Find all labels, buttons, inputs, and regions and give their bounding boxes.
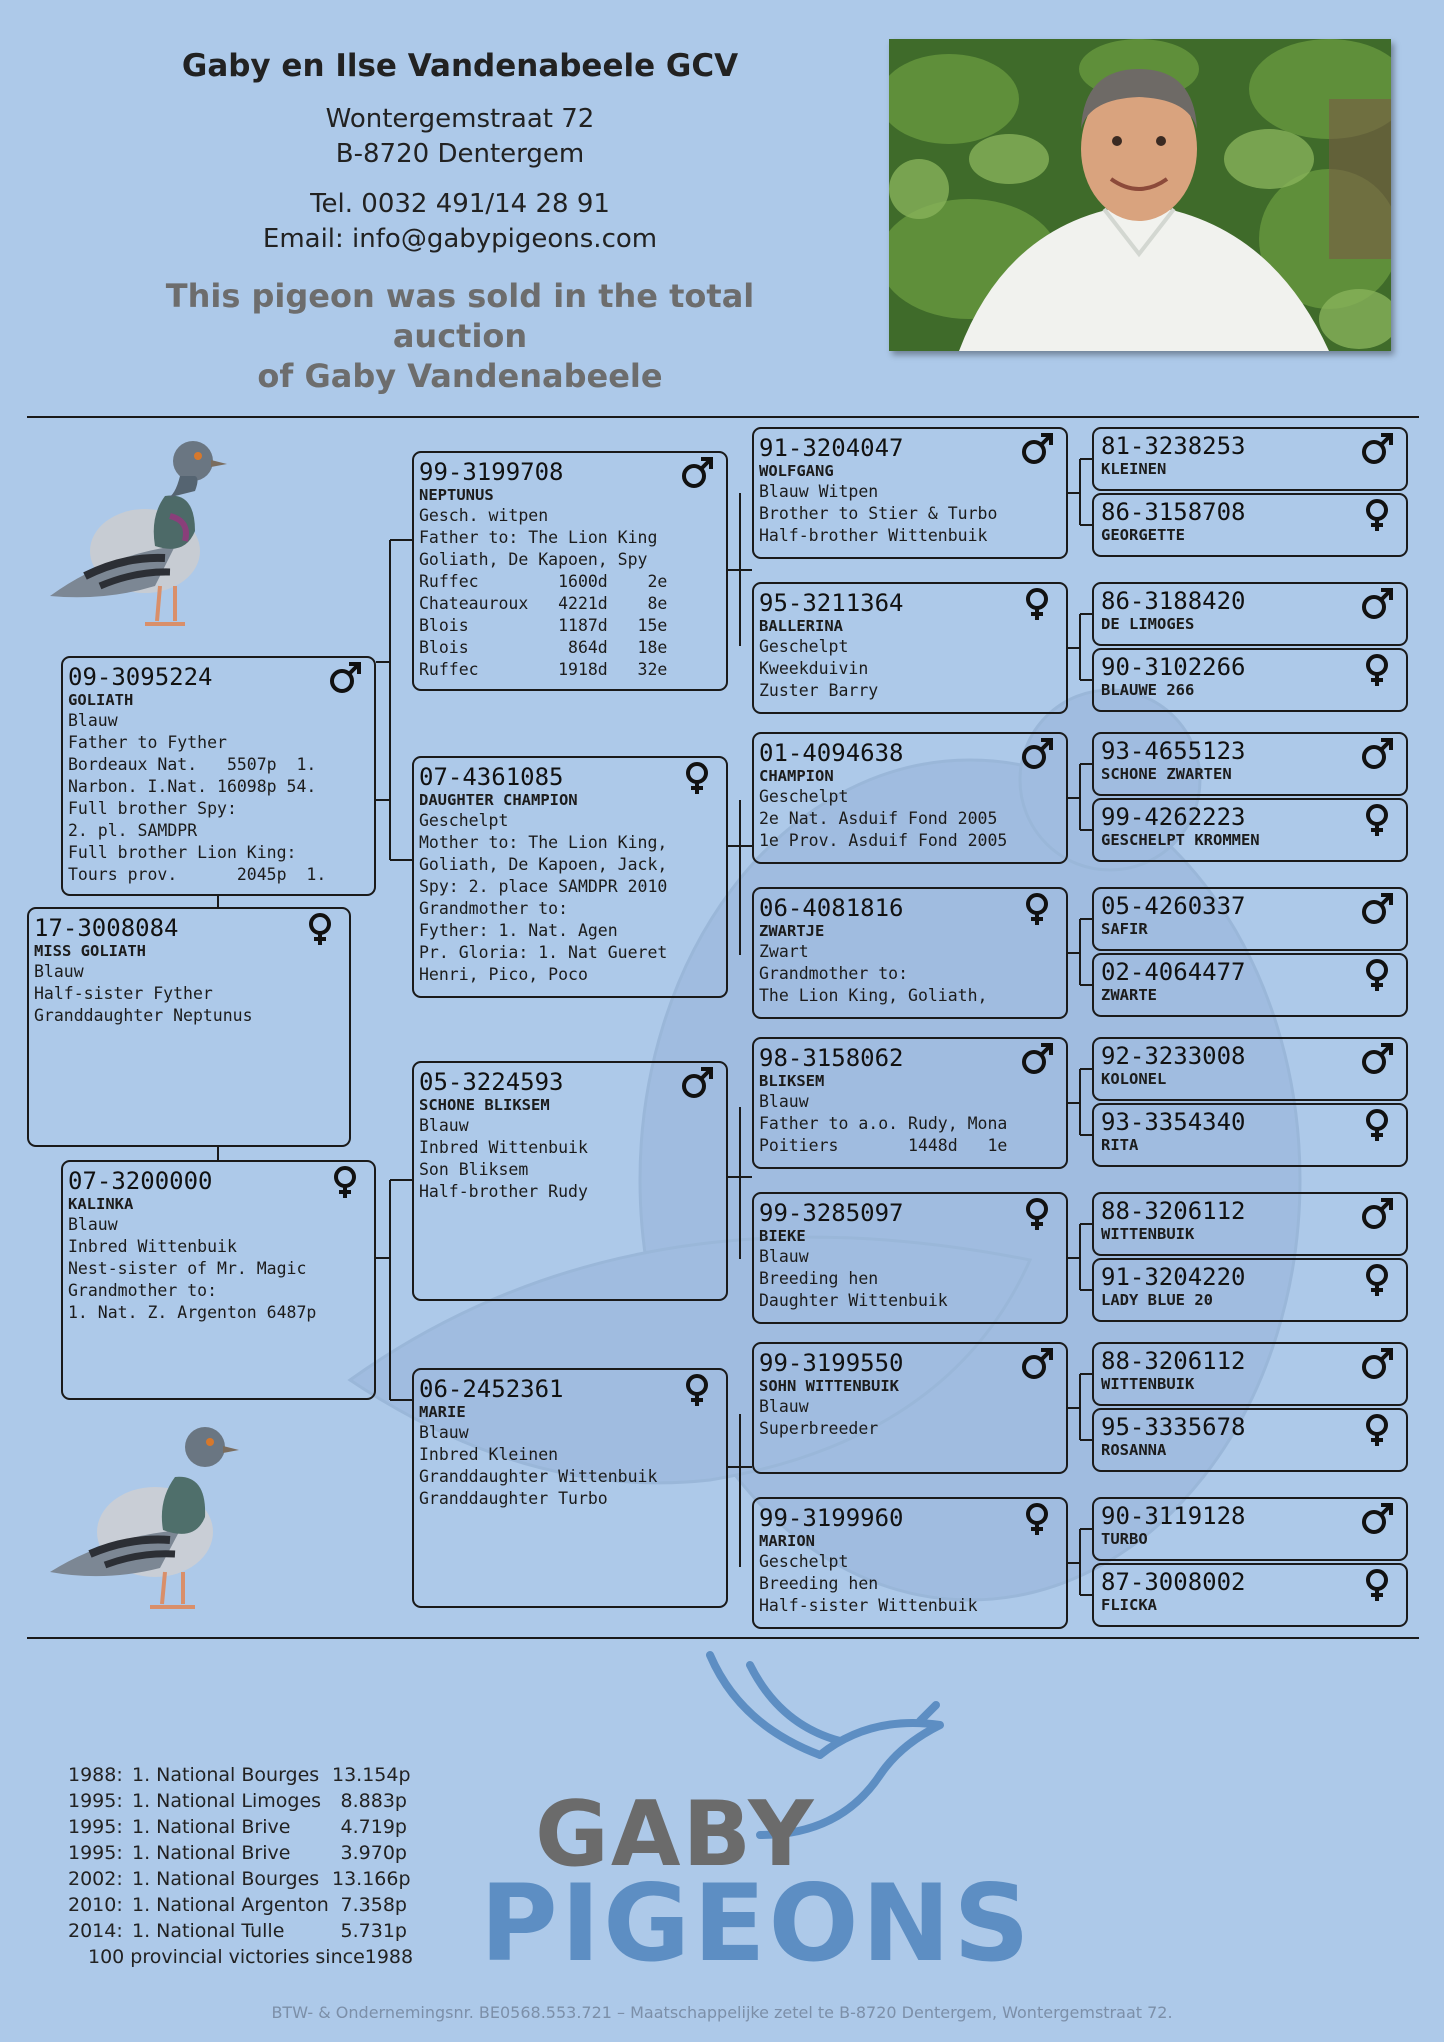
achievement-year: 1995: [68, 1790, 123, 1812]
pedigree-note: Daughter Wittenbuik [759, 1291, 948, 1310]
ring-number: 98-3158062 [759, 1044, 904, 1072]
female-symbol-icon [303, 912, 337, 946]
ring-number: 09-3095224 [68, 663, 213, 691]
pedigree-note: 1e Prov. Asduif Fond 2005 [759, 831, 1008, 850]
male-symbol-icon [680, 456, 714, 490]
achievement-race: 1. National Tulle [132, 1920, 285, 1942]
achievement-year: 2002: [68, 1868, 123, 1890]
pedigree-note: Kweekduivin [759, 659, 869, 678]
ring-number: 07-3200000 [68, 1167, 213, 1195]
achievement-row [68, 1918, 413, 1944]
pigeon-name: MISS GOLIATH [34, 942, 146, 960]
pigeon-name: GEORGETTE [1101, 526, 1185, 544]
ring-number: 81-3238253 [1101, 432, 1246, 460]
pedigree-note: Full brother Spy: [68, 799, 237, 818]
gen4-box-15 [1092, 1497, 1408, 1561]
pedigree-note: Son Bliksem [419, 1160, 529, 1179]
achievement-row [68, 1762, 413, 1788]
pedigree-note: Ruffec 1600d 2e [419, 572, 668, 591]
pigeon-name: DE LIMOGES [1101, 615, 1195, 633]
ring-number: 88-3206112 [1101, 1197, 1246, 1225]
gen3-box-4 [752, 887, 1068, 1019]
logo-pigeons: PIGEONS [480, 1862, 1033, 1985]
male-symbol-icon [1360, 432, 1394, 466]
ring-number: 86-3158708 [1101, 498, 1246, 526]
gen4-box-13 [1092, 1342, 1408, 1406]
ring-number: 93-3354340 [1101, 1108, 1246, 1136]
gen4-box-16 [1092, 1563, 1408, 1627]
address-street: Wontergemstraat 72 [325, 104, 595, 134]
pedigree-note: 2e Nat. Asduif Fond 2005 [759, 809, 998, 828]
female-symbol-icon [1020, 1197, 1054, 1231]
pedigree-note: Mother to: The Lion King, [419, 833, 668, 852]
achievement-race: 1. National Argenton [132, 1894, 329, 1916]
achievement-race: 1. National Brive [132, 1842, 291, 1864]
achievement-points: 3.970p [340, 1842, 407, 1864]
gen3-box-7 [752, 1342, 1068, 1474]
pedigree-note: Blauw [419, 1423, 469, 1442]
pigeon-name: ZWARTJE [759, 922, 825, 940]
achievement-points: 7.358p [340, 1894, 407, 1916]
pedigree-note: Geschelpt [419, 811, 509, 830]
pedigree-note: Father to Fyther [68, 733, 227, 752]
gen3-box-8 [752, 1497, 1068, 1629]
female-symbol-icon [680, 1373, 714, 1407]
pigeon-name: WITTENBUIK [1101, 1225, 1195, 1243]
male-symbol-icon [1360, 587, 1394, 621]
gen4-box-6 [1092, 798, 1408, 862]
gen3-box-3 [752, 732, 1068, 864]
address-city: B-8720 Dentergem [335, 139, 585, 169]
female-symbol-icon [1360, 1108, 1394, 1142]
achievement-points: 5.731p [340, 1920, 407, 1942]
pedigree-note: Brother to Stier & Turbo [759, 504, 998, 523]
pedigree-note: Grandmother to: [68, 1281, 218, 1300]
ring-number: 06-4081816 [759, 894, 904, 922]
achievement-row [68, 1840, 413, 1866]
gen4-box-1 [1092, 427, 1408, 491]
pigeon-name: ZWARTE [1101, 986, 1157, 1004]
achievement-summary: 100 provincial victories since1988 [88, 1946, 414, 1968]
ring-number: 99-3199550 [759, 1349, 904, 1377]
ring-number: 99-4262223 [1101, 803, 1246, 831]
pedigree-note: Blauw [759, 1247, 809, 1266]
achievement-year: 2014: [68, 1920, 123, 1942]
subject-box [27, 907, 351, 1147]
gen4-box-2 [1092, 493, 1408, 557]
pigeon-name: NEPTUNUS [419, 486, 494, 504]
pedigree-note: Tours prov. 2045p 1. [68, 865, 327, 884]
pedigree-note: Ruffec 1918d 32e [419, 660, 668, 679]
pedigree-note: Grandmother to: [759, 964, 909, 983]
pedigree-note: Henri, Pico, Poco [419, 965, 588, 984]
dam-dam-box [412, 1368, 728, 1608]
achievement-row [68, 1814, 413, 1840]
pedigree-note: Grandmother to: [419, 899, 569, 918]
pedigree-note: Poitiers 1448d 1e [759, 1136, 1008, 1155]
ring-number: 99-3199708 [419, 458, 564, 486]
pedigree-note: Father to: The Lion King [419, 528, 658, 547]
gen4-box-5 [1092, 732, 1408, 796]
pedigree-note: Bordeaux Nat. 5507p 1. [68, 755, 317, 774]
pedigree-note: Inbred Kleinen [419, 1445, 559, 1464]
ring-number: 92-3233008 [1101, 1042, 1246, 1070]
pedigree-note: Blauw [34, 962, 84, 981]
female-symbol-icon [1360, 653, 1394, 687]
gen4-box-3 [1092, 582, 1408, 646]
sire-sire-box [412, 451, 728, 691]
gen4-box-8 [1092, 953, 1408, 1017]
pedigree-note: Full brother Lion King: [68, 843, 297, 862]
pigeon-name: GOLIATH [68, 691, 134, 709]
pigeon-name: SOHN WITTENBUIK [759, 1377, 899, 1395]
ring-number: 07-4361085 [419, 763, 564, 791]
sire-box [61, 656, 376, 896]
male-symbol-icon [1020, 737, 1054, 771]
ring-number: 05-4260337 [1101, 892, 1246, 920]
male-symbol-icon [680, 1066, 714, 1100]
logo-gaby: GABY [535, 1782, 816, 1887]
pedigree-note: Granddaughter Turbo [419, 1489, 608, 1508]
pedigree-note: Zuster Barry [759, 681, 879, 700]
male-symbol-icon [1020, 1042, 1054, 1076]
male-symbol-icon [328, 661, 362, 695]
pigeon-name: DAUGHTER CHAMPION [419, 791, 578, 809]
gen4-box-11 [1092, 1192, 1408, 1256]
pedigree-note: Half-brother Rudy [419, 1182, 588, 1201]
pigeon-name: KALINKA [68, 1195, 134, 1213]
email: Email: info@gabypigeons.com [262, 224, 658, 254]
pigeon-illustration-top [45, 436, 235, 636]
pigeon-name: SCHONE BLIKSEM [419, 1096, 550, 1114]
ring-number: 99-3285097 [759, 1199, 904, 1227]
achievement-race: 1. National Limoges [132, 1790, 322, 1812]
pedigree-note: Fyther: 1. Nat. Agen [419, 921, 618, 940]
pigeon-name: TURBO [1101, 1530, 1148, 1548]
ring-number: 95-3211364 [759, 589, 904, 617]
auction-note-line-1: This pigeon was sold in the total auction [165, 277, 755, 355]
achievement-row [68, 1866, 413, 1892]
pigeon-name: GESCHELPT KROMMEN [1101, 831, 1260, 849]
pigeon-name: WITTENBUIK [1101, 1375, 1195, 1393]
achievement-year: 1988: [68, 1764, 123, 1786]
pedigree-note: Blauw [759, 1397, 809, 1416]
pigeon-name: CHAMPION [759, 767, 834, 785]
gen4-box-10 [1092, 1103, 1408, 1167]
pedigree-note: Blauw [68, 1215, 118, 1234]
ring-number: 88-3206112 [1101, 1347, 1246, 1375]
pedigree-note: Chateauroux 4221d 8e [419, 594, 668, 613]
pigeon-name: KLEINEN [1101, 460, 1167, 478]
male-symbol-icon [1020, 1347, 1054, 1381]
ring-number: 06-2452361 [419, 1375, 564, 1403]
ring-number: 01-4094638 [759, 739, 904, 767]
pedigree-note: Blauw Witpen [759, 482, 879, 501]
pedigree-note: 1. Nat. Z. Argenton 6487p [68, 1303, 317, 1322]
ring-number: 02-4064477 [1101, 958, 1246, 986]
ring-number: 05-3224593 [419, 1068, 564, 1096]
pedigree-note: Geschelpt [759, 787, 849, 806]
female-symbol-icon [1360, 1413, 1394, 1447]
pigeon-name: ROSANNA [1101, 1441, 1167, 1459]
sire-dam-box [412, 756, 728, 998]
pedigree-note: Blauw [419, 1116, 469, 1135]
breeder-name: Gaby en Ilse Vandenabeele GCV [181, 48, 739, 84]
gen4-box-12 [1092, 1258, 1408, 1322]
female-symbol-icon [328, 1165, 362, 1199]
pedigree-note: Spy: 2. place SAMDPR 2010 [419, 877, 668, 896]
pigeon-name: BLIKSEM [759, 1072, 825, 1090]
ring-number: 93-4655123 [1101, 737, 1246, 765]
pigeon-name: MARION [759, 1532, 815, 1550]
pedigree-note: Superbreeder [759, 1419, 879, 1438]
telephone: Tel. 0032 491/14 28 91 [310, 189, 610, 219]
achievement-race: 1. National Brive [132, 1816, 291, 1838]
achievements-list [68, 1762, 413, 1970]
pedigree-note: Nest-sister of Mr. Magic [68, 1259, 307, 1278]
achievement-points: 13.154p [332, 1764, 411, 1786]
gen4-box-14 [1092, 1408, 1408, 1472]
pigeon-name: BALLERINA [759, 617, 843, 635]
achievement-year: 2010: [68, 1894, 123, 1916]
achievement-points: 8.883p [340, 1790, 407, 1812]
pedigree-note: Half-sister Wittenbuik [759, 1596, 978, 1615]
achievement-row [68, 1892, 413, 1918]
legal-footer: BTW- & Ondernemingsnr. BE0568.553.721 – Maatschappelijke zetel te B-8720 Dentergem, Wontergemstraat 72. [271, 2003, 1173, 2022]
ring-number: 99-3199960 [759, 1504, 904, 1532]
achievement-race: 1. National Bourges [132, 1764, 320, 1786]
achievement-year: 1995: [68, 1816, 123, 1838]
pigeon-name: LADY BLUE 20 [1101, 1291, 1213, 1309]
achievement-year: 1995: [68, 1842, 123, 1864]
pedigree-note: Inbred Wittenbuik [68, 1237, 237, 1256]
male-symbol-icon [1360, 1502, 1394, 1536]
gen3-box-2 [752, 582, 1068, 714]
pedigree-note: Granddaughter Neptunus [34, 1006, 253, 1025]
pedigree-note: Zwart [759, 942, 809, 961]
ring-number: 17-3008084 [34, 914, 179, 942]
pedigree-note: Narbon. I.Nat. 16098p 54. [68, 777, 317, 796]
gen4-box-9 [1092, 1037, 1408, 1101]
gen4-box-7 [1092, 887, 1408, 951]
ring-number: 91-3204047 [759, 434, 904, 462]
achievement-row [68, 1788, 413, 1814]
female-symbol-icon [1360, 498, 1394, 532]
pedigree-note: Breeding hen [759, 1574, 879, 1593]
pedigree-note: Pr. Gloria: 1. Nat Gueret [419, 943, 668, 962]
ring-number: 95-3335678 [1101, 1413, 1246, 1441]
achievement-points: 13.166p [332, 1868, 411, 1890]
pigeon-name: BIEKE [759, 1227, 806, 1245]
gen4-box-4 [1092, 648, 1408, 712]
pigeon-name: BLAUWE 266 [1101, 681, 1195, 699]
ring-number: 91-3204220 [1101, 1263, 1246, 1291]
female-symbol-icon [1020, 587, 1054, 621]
pedigree-note: Father to a.o. Rudy, Mona [759, 1114, 1008, 1133]
achievement-points: 4.719p [340, 1816, 407, 1838]
pigeon-name: FLICKA [1101, 1596, 1157, 1614]
male-symbol-icon [1360, 737, 1394, 771]
pedigree-note: Breeding hen [759, 1269, 879, 1288]
pedigree-note: Goliath, De Kapoen, Spy [419, 550, 648, 569]
ring-number: 90-3119128 [1101, 1502, 1246, 1530]
ring-number: 87-3008002 [1101, 1568, 1246, 1596]
pedigree-note: Half-sister Fyther [34, 984, 213, 1003]
pedigree-note: Blauw [759, 1092, 809, 1111]
pedigree-note: The Lion King, Goliath, [759, 986, 988, 1005]
achievement-race: 1. National Bourges [132, 1868, 320, 1890]
pedigree-note: Gesch. witpen [419, 506, 549, 525]
female-symbol-icon [1360, 958, 1394, 992]
pedigree-note: Inbred Wittenbuik [419, 1138, 588, 1157]
pedigree-note: Blauw [68, 711, 118, 730]
pigeon-name: SAFIR [1101, 920, 1148, 938]
pigeon-name: RITA [1101, 1136, 1139, 1154]
pedigree-note: Granddaughter Wittenbuik [419, 1467, 658, 1486]
gen3-box-5 [752, 1037, 1068, 1169]
dam-sire-box [412, 1061, 728, 1301]
ring-number: 86-3188420 [1101, 587, 1246, 615]
gen3-box-6 [752, 1192, 1068, 1324]
male-symbol-icon [1360, 1197, 1394, 1231]
pedigree-note: Blois 864d 18e [419, 638, 668, 657]
pigeon-illustration-bottom [45, 1422, 245, 1617]
female-symbol-icon [1020, 1502, 1054, 1536]
dam-box [61, 1160, 376, 1400]
male-symbol-icon [1360, 1042, 1394, 1076]
gen3-box-1 [752, 427, 1068, 559]
pedigree-note: Blois 1187d 15e [419, 616, 668, 635]
ring-number: 90-3102266 [1101, 653, 1246, 681]
pedigree-note: 2. pl. SAMDPR [68, 821, 198, 840]
pedigree-note: Goliath, De Kapoen, Jack, [419, 855, 668, 874]
female-symbol-icon [1360, 1263, 1394, 1297]
male-symbol-icon [1360, 892, 1394, 926]
pigeon-name: SCHONE ZWARTEN [1101, 765, 1232, 783]
pigeon-name: KOLONEL [1101, 1070, 1167, 1088]
female-symbol-icon [680, 761, 714, 795]
female-symbol-icon [1020, 892, 1054, 926]
male-symbol-icon [1360, 1347, 1394, 1381]
auction-note-line-2: of Gaby Vandenabeele [257, 357, 663, 395]
pigeon-name: WOLFGANG [759, 462, 834, 480]
pedigree-note: Geschelpt [759, 1552, 849, 1571]
pigeon-name: MARIE [419, 1403, 466, 1421]
male-symbol-icon [1020, 432, 1054, 466]
pedigree-note: Geschelpt [759, 637, 849, 656]
female-symbol-icon [1360, 803, 1394, 837]
female-symbol-icon [1360, 1568, 1394, 1602]
pedigree-note: Half-brother Wittenbuik [759, 526, 988, 545]
